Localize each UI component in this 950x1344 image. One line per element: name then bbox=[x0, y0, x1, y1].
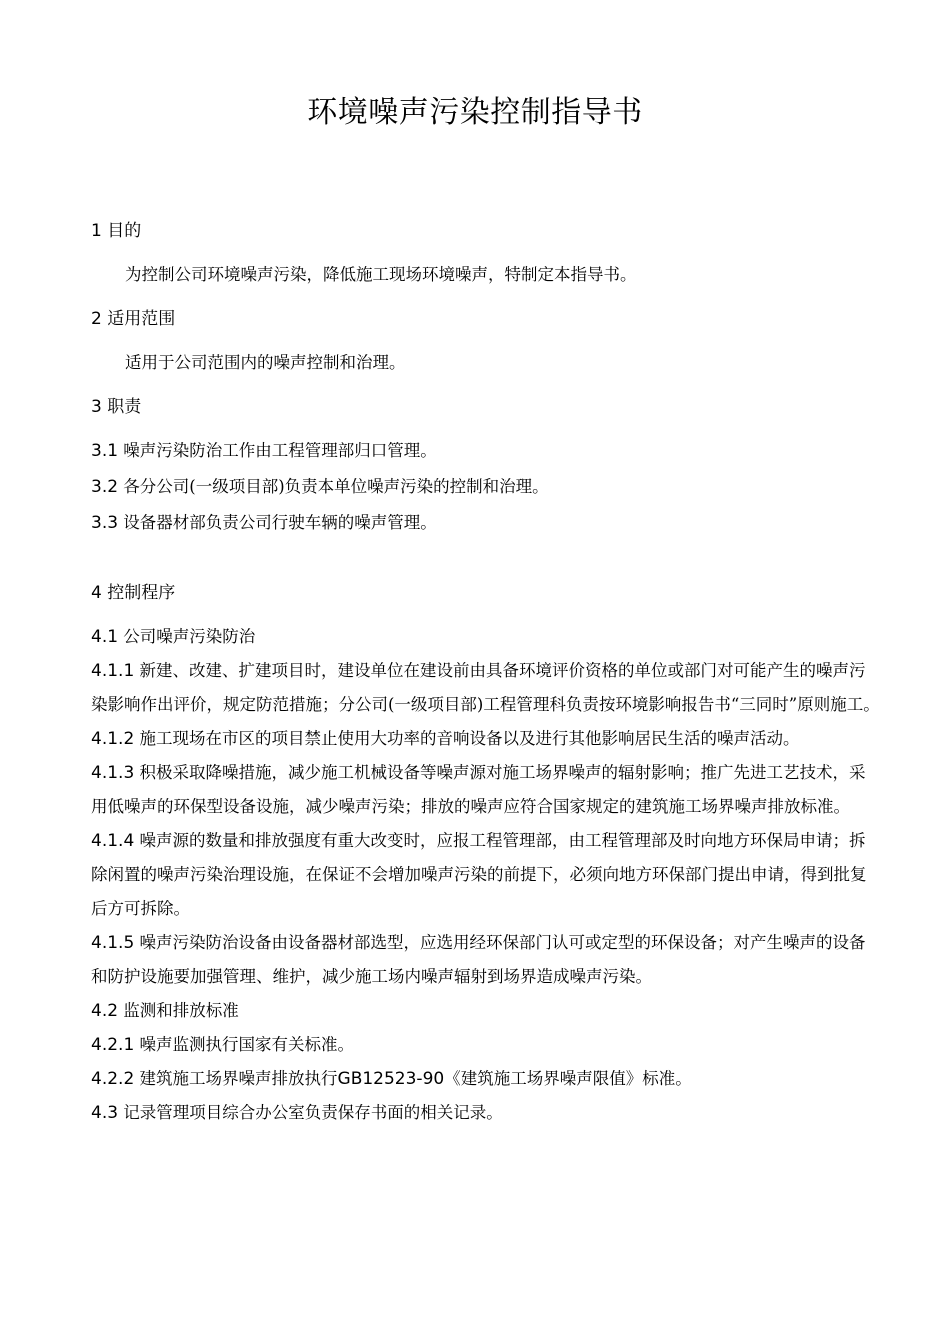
clause-4-1-1 bbox=[91, 654, 881, 722]
clause-3-1 bbox=[91, 434, 881, 468]
clause-text: 噪声污染防治工作由工程管理部归口管理。 bbox=[123, 441, 437, 460]
section-text-scope: 适用于公司范围内的噪声控制和治理。 bbox=[125, 353, 406, 372]
clause-number: 4.1.1 bbox=[91, 661, 135, 681]
clause-text: 设备器材部负责公司行驶车辆的噪声管理。 bbox=[123, 513, 437, 532]
clause-text: 噪声监测执行国家有关标准。 bbox=[139, 1035, 355, 1054]
clause-text-continued: 《建筑施工场界噪声限值》标准。 bbox=[444, 1069, 692, 1088]
clause-4-3 bbox=[91, 1096, 881, 1130]
clause-number: 3.1 bbox=[91, 441, 119, 461]
clause-number: 4.1.4 bbox=[91, 831, 135, 851]
document-title: 环境噪声污染控制指导书 bbox=[307, 95, 643, 130]
clause-text: 噪声污染防治设备由设备器材部选型，应选用经环保部门认可或定型的环保设备；对产生噪声的设备和防护设施要加强管理、维护，减少施工场内噪声辐射到场界造成噪声污染。 bbox=[91, 933, 866, 986]
section-heading-responsibilities: 3 职责 bbox=[91, 397, 142, 417]
section-heading-procedure: 4 控制程序 bbox=[91, 583, 176, 603]
clause-number: 4.1.2 bbox=[91, 729, 135, 749]
clause-4-1-5 bbox=[91, 926, 881, 994]
clause-3-3 bbox=[91, 506, 881, 540]
clause-number: 4.2 bbox=[91, 1001, 119, 1021]
clause-text: 建筑施工场界噪声排放执行 bbox=[139, 1069, 338, 1088]
clause-text: 噪声源的数量和排放强度有重大改变时，应报工程管理部，由工程管理部及时向地方环保局申请；拆除闲置的噪声污染治理设施，在保证不会增加噪声污染的前提下，必须向地方环保部门提出申请，得到批复后方可拆除。 bbox=[91, 831, 867, 918]
clause-4-1-2 bbox=[91, 722, 881, 756]
document-body bbox=[91, 214, 881, 1130]
section-text-purpose: 为控制公司环境噪声污染，降低施工现场环境噪声，特制定本指导书。 bbox=[125, 265, 637, 284]
clause-number: 4.3 bbox=[91, 1103, 119, 1123]
clause-text: 记录管理项目综合办公室负责保存书面的相关记录。 bbox=[123, 1103, 503, 1122]
clause-4-2-2 bbox=[91, 1062, 881, 1096]
clause-text: 施工现场在市区的项目禁止使用大功率的音响设备以及进行其他影响居民生活的噪声活动。 bbox=[139, 729, 800, 748]
clause-4-1 bbox=[91, 620, 881, 654]
clause-number: 4.1 bbox=[91, 627, 119, 647]
clause-number: 4.1.3 bbox=[91, 763, 135, 783]
clause-4-1-3 bbox=[91, 756, 881, 824]
clause-text: 积极采取降噪措施，减少施工机械设备等噪声源对施工场界噪声的辐射影响；推广先进工艺技术，采用低噪声的环保型设备设施，减少噪声污染；排放的噪声应符合国家规定的建筑施工场界噪声排放标准。 bbox=[91, 763, 866, 816]
clause-number: 3.3 bbox=[91, 513, 119, 533]
clause-text: 监测和排放标准 bbox=[123, 1001, 239, 1020]
clause-4-1-4 bbox=[91, 824, 881, 926]
clause-number: 3.2 bbox=[91, 477, 119, 497]
clause-text: 新建、改建、扩建项目时，建设单位在建设前由具备环境评价资格的单位或部门对可能产生的噪声污染影响作出评价，规定防范措施；分公司(一级项目部)工程管理科负责按环境影响报告书“三同时”原则施工。 bbox=[91, 661, 880, 714]
clause-text: 各分公司(一级项目部)负责本单位噪声污染的控制和治理。 bbox=[123, 477, 549, 496]
section-heading-scope: 2 适用范围 bbox=[91, 309, 176, 329]
clause-number: 4.1.5 bbox=[91, 933, 135, 953]
section-heading-purpose: 1 目的 bbox=[91, 221, 142, 241]
clause-number: 4.2.1 bbox=[91, 1035, 135, 1055]
clause-4-2 bbox=[91, 994, 881, 1028]
clause-3-2 bbox=[91, 470, 881, 504]
clause-text: 公司噪声污染防治 bbox=[123, 627, 256, 646]
clause-4-2-1 bbox=[91, 1028, 881, 1062]
clause-number: 4.2.2 bbox=[91, 1069, 135, 1089]
standard-code: GB12523-90 bbox=[337, 1069, 445, 1089]
